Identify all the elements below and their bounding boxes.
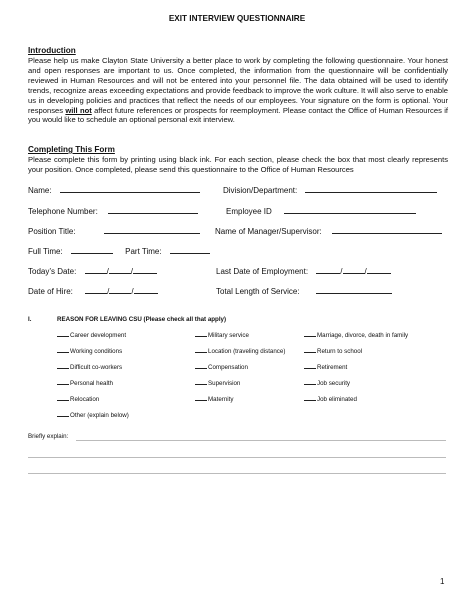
date-separator: / <box>107 287 110 296</box>
position-title-field[interactable] <box>104 226 200 234</box>
todays-date-label: Today’s Date: <box>28 267 77 276</box>
reason-option[interactable] <box>57 347 122 355</box>
name-field[interactable] <box>60 185 200 193</box>
reason-option[interactable] <box>195 331 249 339</box>
page-number: 1 <box>440 577 445 586</box>
checkbox-blank[interactable] <box>304 347 316 353</box>
date-separator: / <box>130 267 134 276</box>
division-field[interactable] <box>305 185 437 193</box>
full-time-field[interactable] <box>71 246 113 254</box>
position-title-label: Position Title: <box>28 227 76 236</box>
reason-option[interactable] <box>57 395 99 403</box>
hire-date-row <box>28 286 158 296</box>
checkbox-blank[interactable] <box>195 395 207 401</box>
employee-id-row <box>226 206 416 216</box>
reason-label: Job security <box>317 380 351 387</box>
intro-text-after: affect future references or prospects for reemployment. Please contact the Office of Human Resources if you would like to schedule an optional personal exit interview. <box>28 105 449 125</box>
reason-option[interactable] <box>195 363 248 371</box>
date-separator: / <box>106 267 109 276</box>
reason-label: Other (explain below) <box>70 412 129 419</box>
section-number: I. <box>28 316 32 323</box>
checkbox-blank[interactable] <box>57 331 69 337</box>
last-date-day-field[interactable] <box>343 266 365 274</box>
length-of-service-row <box>216 286 392 296</box>
length-of-service-field[interactable] <box>316 286 392 294</box>
last-date-row <box>216 266 391 276</box>
intro-heading: Introduction <box>28 46 76 55</box>
explain-line-1[interactable] <box>76 440 446 441</box>
reason-label: Marriage, divorce, death in family <box>317 332 409 339</box>
position-row <box>28 226 200 236</box>
employee-id-field[interactable] <box>284 206 416 214</box>
manager-row <box>215 226 442 236</box>
todays-date-row <box>28 266 157 276</box>
last-date-label: Last Date of Employment: <box>216 267 309 276</box>
checkbox-blank[interactable] <box>57 363 69 369</box>
manager-label: Name of Manager/Supervisor: <box>215 227 322 236</box>
reason-label: Supervision <box>208 380 241 387</box>
telephone-row <box>28 206 198 216</box>
checkbox-blank[interactable] <box>304 331 316 337</box>
telephone-label: Telephone Number: <box>28 207 98 216</box>
section-title: REASON FOR LEAVING CSU (Please check all that apply) <box>57 316 227 323</box>
reason-option[interactable] <box>304 395 357 403</box>
name-label: Name: <box>28 186 52 195</box>
explain-line-3[interactable] <box>28 473 446 474</box>
todays-date-month-field[interactable] <box>85 266 107 274</box>
checkbox-blank[interactable] <box>304 379 316 385</box>
reason-option[interactable] <box>57 379 113 387</box>
reason-label: Military service <box>208 332 249 339</box>
part-time-label: Part Time: <box>125 247 162 256</box>
hire-date-month-field[interactable] <box>85 286 110 296</box>
reason-label: Relocation <box>70 396 100 403</box>
checkbox-blank[interactable] <box>195 363 207 369</box>
hire-date-year-field[interactable] <box>134 286 158 294</box>
manager-field[interactable] <box>332 226 442 234</box>
date-separator: / <box>340 267 343 276</box>
checkbox-blank[interactable] <box>304 363 316 369</box>
intro-paragraph <box>28 56 448 125</box>
completing-paragraph: Please complete this form by printing using black ink. For each section, please check the box that most clearly represents your position. Once completed, please send this questionnaire to the Office of Human Resources <box>28 155 448 174</box>
todays-date-day-field[interactable] <box>106 266 134 276</box>
division-label: Division/Department: <box>223 186 298 195</box>
reason-option[interactable] <box>304 331 408 339</box>
checkbox-blank[interactable] <box>57 379 69 385</box>
checkbox-blank[interactable] <box>57 411 69 417</box>
length-of-service-label: Total Length of Service: <box>216 287 300 296</box>
date-separator: / <box>364 267 367 276</box>
checkbox-blank[interactable] <box>57 347 69 353</box>
last-date-month-field[interactable] <box>316 266 343 276</box>
reason-option[interactable] <box>195 379 240 387</box>
reason-label: Personal health <box>70 380 113 387</box>
date-separator: / <box>131 287 134 296</box>
reason-option[interactable] <box>57 331 126 339</box>
checkbox-blank[interactable] <box>195 347 207 353</box>
reason-label: Maternity <box>208 396 234 403</box>
checkbox-blank[interactable] <box>195 379 207 385</box>
explain-label: Briefly explain: <box>28 433 69 440</box>
reason-label: Job eliminated <box>317 396 357 403</box>
reason-label: Career development <box>70 332 127 339</box>
page-title: EXIT INTERVIEW QUESTIONNAIRE <box>168 14 306 23</box>
checkbox-blank[interactable] <box>195 331 207 337</box>
checkbox-blank[interactable] <box>304 395 316 401</box>
part-time-field[interactable] <box>170 246 210 254</box>
reason-option[interactable] <box>57 363 122 371</box>
reason-option[interactable] <box>195 395 233 403</box>
reason-label: Working conditions <box>70 348 123 355</box>
completing-heading: Completing This Form <box>28 145 115 154</box>
last-date-year-field[interactable] <box>364 266 391 276</box>
intro-text-before: Please help us make Clayton State University a better place to work by completing the following questionnaire. Your honest and open responses are important to us. Once completed, the information from the questionnaire will be confidentially reviewed in Human Resources and will not be entered into your personnel file. The data obtained will be used to identify trends, recognize areas exceeding expectations and provide feedback to improve the work culture. It will also serve to enable us in developing policies and practices that reflect the needs of our employees. Your signature on the form is optional. Your responses <box>28 56 448 115</box>
reason-label: Difficult co-workers <box>70 364 123 371</box>
reason-label: Return to school <box>317 348 363 355</box>
reason-label: Compensation <box>208 364 248 371</box>
explain-line-2[interactable] <box>28 457 446 458</box>
hire-date-day-field[interactable] <box>109 286 134 296</box>
reason-label: Retirement <box>317 364 348 371</box>
todays-date-year-field[interactable] <box>130 266 157 276</box>
reason-option[interactable] <box>304 363 347 371</box>
telephone-field[interactable] <box>108 206 198 214</box>
full-time-label: Full Time: <box>28 247 63 256</box>
checkbox-blank[interactable] <box>57 395 69 401</box>
intro-emphasis: will not <box>65 105 92 115</box>
name-row <box>28 185 200 195</box>
date-of-hire-label: Date of Hire: <box>28 287 73 296</box>
employee-id-label: Employee ID <box>226 207 272 216</box>
reason-label: Location (traveling distance) <box>208 348 286 355</box>
reason-option[interactable] <box>57 411 129 419</box>
reason-option[interactable] <box>304 379 350 387</box>
reason-option[interactable] <box>304 347 362 355</box>
division-row <box>223 185 437 195</box>
employment-type-row <box>28 246 210 256</box>
reason-option[interactable] <box>195 347 285 355</box>
